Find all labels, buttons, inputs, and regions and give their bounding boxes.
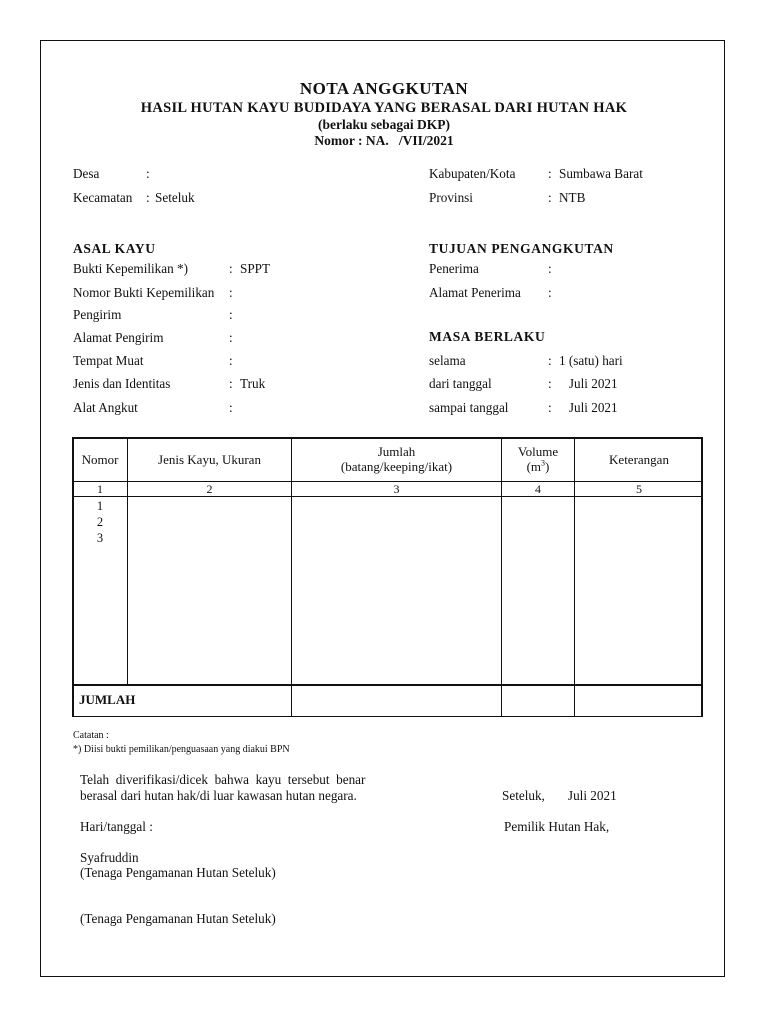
bukti-kepemilikan-value: SPPT — [240, 261, 271, 276]
table-border-top — [72, 437, 703, 439]
bukti-kepemilikan-label: Bukti Kepemilikan *) — [73, 261, 189, 276]
sampai-tanggal-label: sampai tanggal — [429, 400, 509, 415]
table-total-divider — [72, 684, 703, 686]
header-volume: Volume — [517, 444, 559, 459]
desa-colon: : — [146, 166, 150, 181]
volume-unit-exponent: 3 — [541, 458, 546, 468]
column-number-4: 4 — [535, 482, 541, 496]
penerima-label: Penerima — [429, 261, 479, 276]
kecamatan-value: Seteluk — [155, 190, 195, 205]
sampai-tanggal-colon: : — [548, 400, 552, 415]
verification-line-2: berasal dari hutan hak/di luar kawasan hutan negara. — [80, 788, 357, 803]
jenis-identitas-colon: : — [229, 376, 233, 391]
kecamatan-label: Kecamatan — [73, 190, 133, 205]
header-volume-unit — [502, 459, 574, 474]
row-number-2: 2 — [96, 515, 104, 529]
kabupaten-colon: : — [548, 166, 552, 181]
kabupaten-value: Sumbawa Barat — [559, 166, 643, 181]
dari-tanggal-colon: : — [548, 376, 552, 391]
selama-colon: : — [548, 353, 552, 368]
verification-line-1: Telah diverifikasi/dicek bahwa kayu tersebut benar — [80, 772, 366, 787]
table-border-left — [72, 437, 74, 717]
row-number-1: 1 — [96, 499, 104, 513]
footnote: *) Diisi bukti pemilikan/penguasaan yang diakui BPN — [73, 744, 290, 755]
pengirim-label: Pengirim — [73, 307, 122, 322]
cargo-table — [72, 437, 703, 717]
verifier-name: Syafruddin — [80, 850, 139, 865]
selama-value: 1 (satu) hari — [559, 353, 623, 368]
header-jumlah-unit: (batang/keeping/ikat) — [340, 459, 453, 474]
column-number-1: 1 — [97, 482, 103, 496]
dari-tanggal-label: dari tanggal — [429, 376, 492, 391]
tujuan-heading: TUJUAN PENGANGKUTAN — [429, 241, 614, 256]
asal-kayu-heading: ASAL KAYU — [73, 241, 156, 256]
alamat-pengirim-colon: : — [229, 330, 233, 345]
table-col-divider-4 — [574, 437, 575, 717]
header-jumlah: Jumlah — [377, 444, 416, 459]
desa-label: Desa — [73, 166, 100, 181]
volume-unit-close: ) — [545, 459, 550, 474]
verifier-role: (Tenaga Pengamanan Hutan Seteluk) — [80, 865, 276, 880]
header-keterangan: Keterangan — [609, 452, 669, 467]
alamat-penerima-label: Alamat Penerima — [429, 285, 521, 300]
provinsi-colon: : — [548, 190, 552, 205]
sampai-tanggal-value: Juli 2021 — [559, 400, 618, 415]
header-jenis-kayu: Jenis Kayu, Ukuran — [158, 452, 261, 467]
alat-angkut-label: Alat Angkut — [73, 400, 138, 415]
alamat-pengirim-label: Alamat Pengirim — [73, 330, 164, 345]
dari-tanggal-value: Juli 2021 — [559, 376, 618, 391]
provinsi-value: NTB — [559, 190, 586, 205]
row-number-3: 3 — [96, 531, 104, 545]
jenis-identitas-value: Truk — [240, 376, 266, 391]
header-nomor: Nomor — [81, 452, 119, 467]
masa-berlaku-heading: MASA BERLAKU — [429, 329, 546, 344]
document-note: (berlaku sebagai DKP) — [317, 117, 450, 132]
volume-unit-open: (m — [526, 459, 542, 474]
owner-label: Pemilik Hutan Hak, — [504, 819, 610, 834]
bukti-kepemilikan-colon: : — [229, 261, 233, 276]
catatan-label: Catatan : — [73, 730, 109, 741]
total-label: JUMLAH — [79, 692, 136, 707]
penerima-colon: : — [548, 261, 552, 276]
table-col-divider-3 — [501, 437, 502, 717]
pengirim-colon: : — [229, 307, 233, 322]
column-number-5: 5 — [636, 482, 642, 496]
table-border-right — [701, 437, 703, 717]
nomor-bukti-label: Nomor Bukti Kepemilikan — [73, 285, 215, 300]
table-col-divider-2 — [291, 437, 292, 717]
tempat-muat-label: Tempat Muat — [73, 353, 144, 368]
signature-place-date: Seteluk, Juli 2021 — [502, 788, 617, 803]
provinsi-label: Provinsi — [429, 190, 473, 205]
tempat-muat-colon: : — [229, 353, 233, 368]
document-subtitle: HASIL HUTAN KAYU BUDIDAYA YANG BERASAL DARI HUTAN HAK — [140, 100, 628, 116]
alat-angkut-colon: : — [229, 400, 233, 415]
jenis-identitas-label: Jenis dan Identitas — [73, 376, 171, 391]
verifier-role-2: (Tenaga Pengamanan Hutan Seteluk) — [80, 911, 276, 926]
selama-label: selama — [429, 353, 466, 368]
document-number: Nomor : NA. /VII/2021 — [314, 133, 454, 148]
column-number-3: 3 — [393, 482, 400, 496]
table-col-divider-1 — [127, 437, 128, 684]
document-title: NOTA ANGGKUTAN — [299, 79, 469, 98]
kecamatan-colon: : — [146, 190, 150, 205]
table-border-bottom — [72, 716, 703, 718]
nomor-bukti-colon: : — [229, 285, 233, 300]
kabupaten-label: Kabupaten/Kota — [429, 166, 516, 181]
hari-tanggal-label: Hari/tanggal : — [80, 819, 153, 834]
alamat-penerima-colon: : — [548, 285, 552, 300]
column-number-2: 2 — [206, 482, 213, 496]
